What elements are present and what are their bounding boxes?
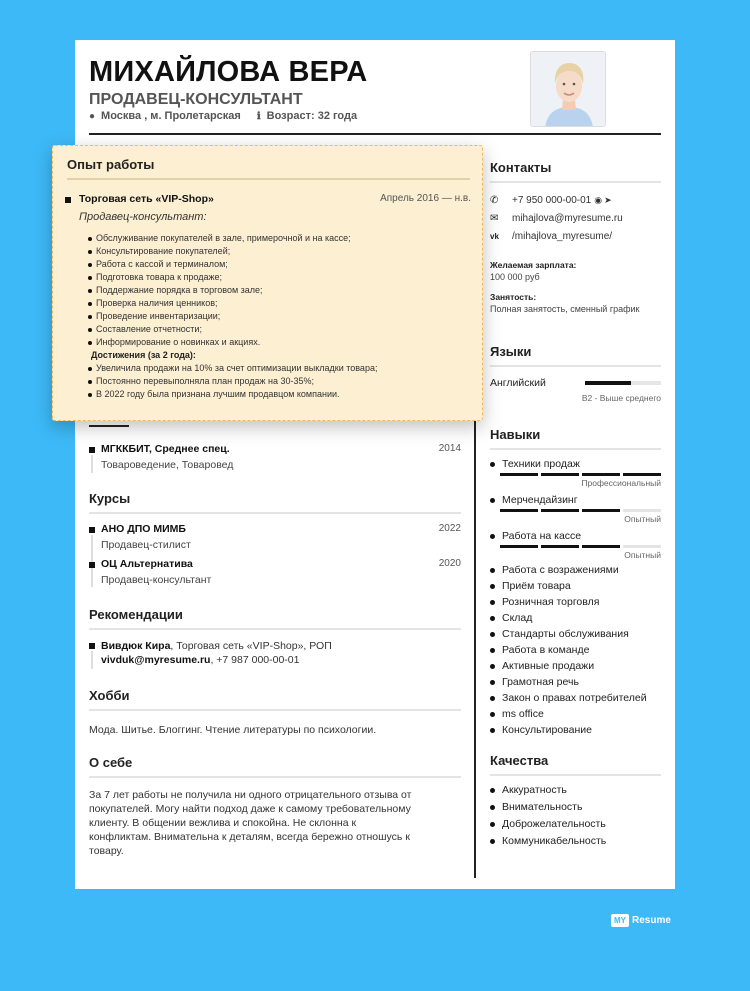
achievement-item: В 2022 году была признана лучшим продавцом компании. (96, 388, 471, 401)
recommender-email[interactable]: vivduk@myresume.ru (101, 654, 211, 666)
hobby-text: Мода. Шитье. Блоггинг. Чтение литературы по психологии. (89, 724, 377, 736)
course-name: ОЦ Альтернатива (101, 558, 193, 570)
skill-name: Мерчендайзинг (502, 494, 578, 506)
employment-label: Занятость: (490, 292, 537, 302)
contacts-title: Контакты (490, 160, 552, 175)
skill-name: ms office (502, 708, 544, 720)
language-row (490, 377, 661, 389)
achievement-item: Увеличила продажи на 10% за счет оптимизации выкладки товара; (96, 362, 471, 375)
education-school: МГККБИТ, Среднее спец. (101, 443, 230, 455)
bullet-icon (490, 648, 495, 653)
skill-name: Склад (502, 612, 533, 624)
duty-item: Консультирование покупателей; (96, 245, 471, 258)
contact-phone (490, 195, 661, 206)
course-specialty: Продавец-стилист (101, 539, 191, 551)
duty-item: Информирование о новинках и акциях. (96, 336, 471, 349)
bullet-icon (490, 584, 495, 589)
whatsapp-icon[interactable]: ◉ (594, 195, 603, 205)
courses-title: Курсы (89, 491, 131, 506)
experience-divider (67, 178, 470, 180)
skill-name: Розничная торговля (502, 596, 600, 608)
phone-value[interactable]: +7 950 000-00-01 (512, 195, 592, 206)
recommender-name: Вивдюк Кира (101, 640, 171, 652)
experience-role: Продавец-консультант: (79, 211, 207, 223)
duty-item: Проверка наличия ценников; (96, 297, 471, 310)
bullet-icon (490, 728, 495, 733)
experience-highlight-card[interactable] (52, 145, 483, 421)
skill-item (490, 692, 661, 705)
achievements-list (65, 362, 471, 401)
skill-name: Работа в команде (502, 644, 590, 656)
quality-item (490, 835, 661, 848)
info-icon: ℹ (256, 110, 261, 122)
skill-item (490, 676, 661, 689)
skill-item (490, 660, 661, 673)
duty-item: Поддержание порядка в торговом зале; (96, 284, 471, 297)
phone-icon: ✆ (490, 195, 499, 206)
hobby-title: Хобби (89, 688, 130, 703)
vk-value[interactable]: /mihajlova_myresume/ (512, 231, 613, 242)
quality-item (490, 818, 661, 831)
telegram-icon[interactable]: ➤ (604, 195, 612, 205)
bullet-icon (490, 632, 495, 637)
bullet-icon (490, 805, 495, 810)
skill-item (490, 564, 661, 577)
candidate-name: МИХАЙЛОВА ВЕРА (89, 56, 368, 88)
bullet-icon (490, 462, 495, 467)
course-entry (89, 558, 461, 586)
recommendation-entry (89, 639, 461, 667)
course-year: 2022 (438, 523, 461, 534)
achievements-title: Достижения (за 2 года): (91, 350, 196, 360)
skill-row (490, 530, 661, 542)
bullet-icon (490, 696, 495, 701)
about-text: За 7 лет работы не получила ни одного отрицательного отзыва от покупателей. Могу найти подход даже к самому требовательному клиенту. В общении вежлива и спокойна. Не склонна к конфликтам. Внимательна к деталям, всегда бережно отношусь к товару. (89, 789, 412, 857)
quality-name: Доброжелательность (502, 818, 606, 830)
recommendations-title: Рекомендации (89, 607, 183, 622)
course-name: АНО ДПО МИМБ (101, 523, 186, 535)
experience-entry (65, 193, 471, 401)
skill-level-bar (490, 545, 661, 548)
bullet-icon (490, 568, 495, 573)
skill-row (490, 458, 661, 470)
skill-name: Стандарты обслуживания (502, 628, 629, 640)
bullet-icon (490, 498, 495, 503)
languages-divider (490, 365, 661, 367)
bullet-icon (490, 822, 495, 827)
skill-row (490, 494, 661, 506)
skill-level-bar (490, 509, 661, 512)
bullet-icon (490, 788, 495, 793)
envelope-icon: ✉ (490, 213, 499, 224)
candidate-position: ПРОДАВЕЦ-КОНСУЛЬТАНТ (89, 91, 303, 108)
languages-title: Языки (490, 344, 532, 359)
skill-name: Консультирование (502, 724, 592, 736)
vk-icon: vk (490, 232, 499, 241)
qualities-title: Качества (490, 753, 549, 768)
bullet-icon (490, 712, 495, 717)
quality-name: Внимательность (502, 801, 583, 813)
skill-name: Закон о правах потребителей (502, 692, 647, 704)
skill-item (490, 580, 661, 593)
skill-name: Работа на кассе (502, 530, 582, 542)
skill-level: Опытный (624, 514, 661, 524)
courses-divider (89, 512, 461, 514)
candidate-location: Москва , м. Пролетарская (101, 110, 241, 122)
quality-item (490, 784, 661, 797)
salary-label: Желаемая зарплата: (490, 260, 577, 270)
contact-vk (490, 231, 661, 242)
course-specialty: Продавец-консультант (101, 574, 212, 586)
brand-logo (611, 914, 671, 927)
duty-item: Составление отчетности; (96, 323, 471, 336)
skill-level: Профессиональный (581, 478, 661, 488)
skill-level-bar (490, 473, 661, 476)
quality-name: Аккуратность (502, 784, 567, 796)
skills-title: Навыки (490, 427, 541, 442)
skill-item (490, 612, 661, 625)
candidate-age: Возраст: 32 года (266, 110, 358, 122)
education-entry (89, 443, 461, 471)
skill-item (490, 708, 661, 721)
employment-value: Полная занятость, сменный график (490, 304, 640, 314)
skills-divider (490, 448, 661, 450)
bullet-icon (490, 664, 495, 669)
duty-item: Обслуживание покупателей в зале, примерочной и на кассе; (96, 232, 471, 245)
contacts-divider (490, 181, 661, 183)
language-level: B2 - Выше среднего (581, 393, 661, 403)
candidate-photo (530, 51, 606, 127)
hobby-divider (89, 709, 461, 711)
experience-company: Торговая сеть «VIP-Shop» (79, 193, 214, 205)
skill-item (490, 724, 661, 737)
recommender-phone: , +7 987 000-00-01 (210, 654, 300, 666)
bullet-icon (490, 616, 495, 621)
rated-skill (490, 458, 661, 488)
candidate-meta (89, 110, 357, 122)
location-pin-icon: ● (89, 110, 96, 122)
education-line (89, 425, 129, 427)
course-entry (89, 523, 461, 551)
bullet-icon (490, 600, 495, 605)
skill-name: Активные продажи (502, 660, 595, 672)
course-year: 2020 (438, 558, 461, 569)
skill-item (490, 628, 661, 641)
skill-level: Опытный (624, 550, 661, 560)
experience-dates: Апрель 2016 — н.в. (380, 193, 471, 204)
skill-item (490, 644, 661, 657)
bullet-icon (490, 839, 495, 844)
email-value[interactable]: mihajlova@myresume.ru (512, 213, 623, 224)
quality-item (490, 801, 661, 814)
language-name: Английский (490, 377, 546, 389)
bullet-icon (490, 680, 495, 685)
skill-item (490, 596, 661, 609)
duty-item: Подготовка товара к продаже; (96, 271, 471, 284)
skill-name: Работа с возражениями (502, 564, 619, 576)
skill-name: Техники продаж (502, 458, 580, 470)
achievement-item: Постоянно перевыполняла план продаж на 30-35%; (96, 375, 471, 388)
contact-email (490, 213, 661, 224)
education-specialty: Товароведение, Товаровед (101, 459, 234, 471)
about-title: О себе (89, 755, 133, 770)
qualities-divider (490, 774, 661, 776)
brand-box: MY (611, 914, 629, 927)
duty-item: Работа с кассой и терминалом; (96, 258, 471, 271)
education-year: 2014 (438, 443, 461, 454)
salary-value: 100 000 руб (490, 272, 540, 282)
brand-text: Resume (632, 915, 671, 926)
skill-name: Грамотная речь (502, 676, 579, 688)
duties-list (65, 232, 471, 349)
skill-name: Приём товара (502, 580, 571, 592)
quality-name: Коммуникабельность (502, 835, 607, 847)
about-divider (89, 776, 461, 778)
header-divider (89, 133, 661, 135)
recommender-details: , Торговая сеть «VIP-Shop», РОП (170, 640, 332, 652)
duty-item: Проведение инвентаризации; (96, 310, 471, 323)
rated-skill (490, 494, 661, 524)
bullet-icon (490, 534, 495, 539)
language-level-bar (585, 381, 661, 385)
recommendations-divider (89, 628, 461, 630)
experience-title: Опыт работы (67, 157, 155, 172)
rated-skill (490, 530, 661, 560)
